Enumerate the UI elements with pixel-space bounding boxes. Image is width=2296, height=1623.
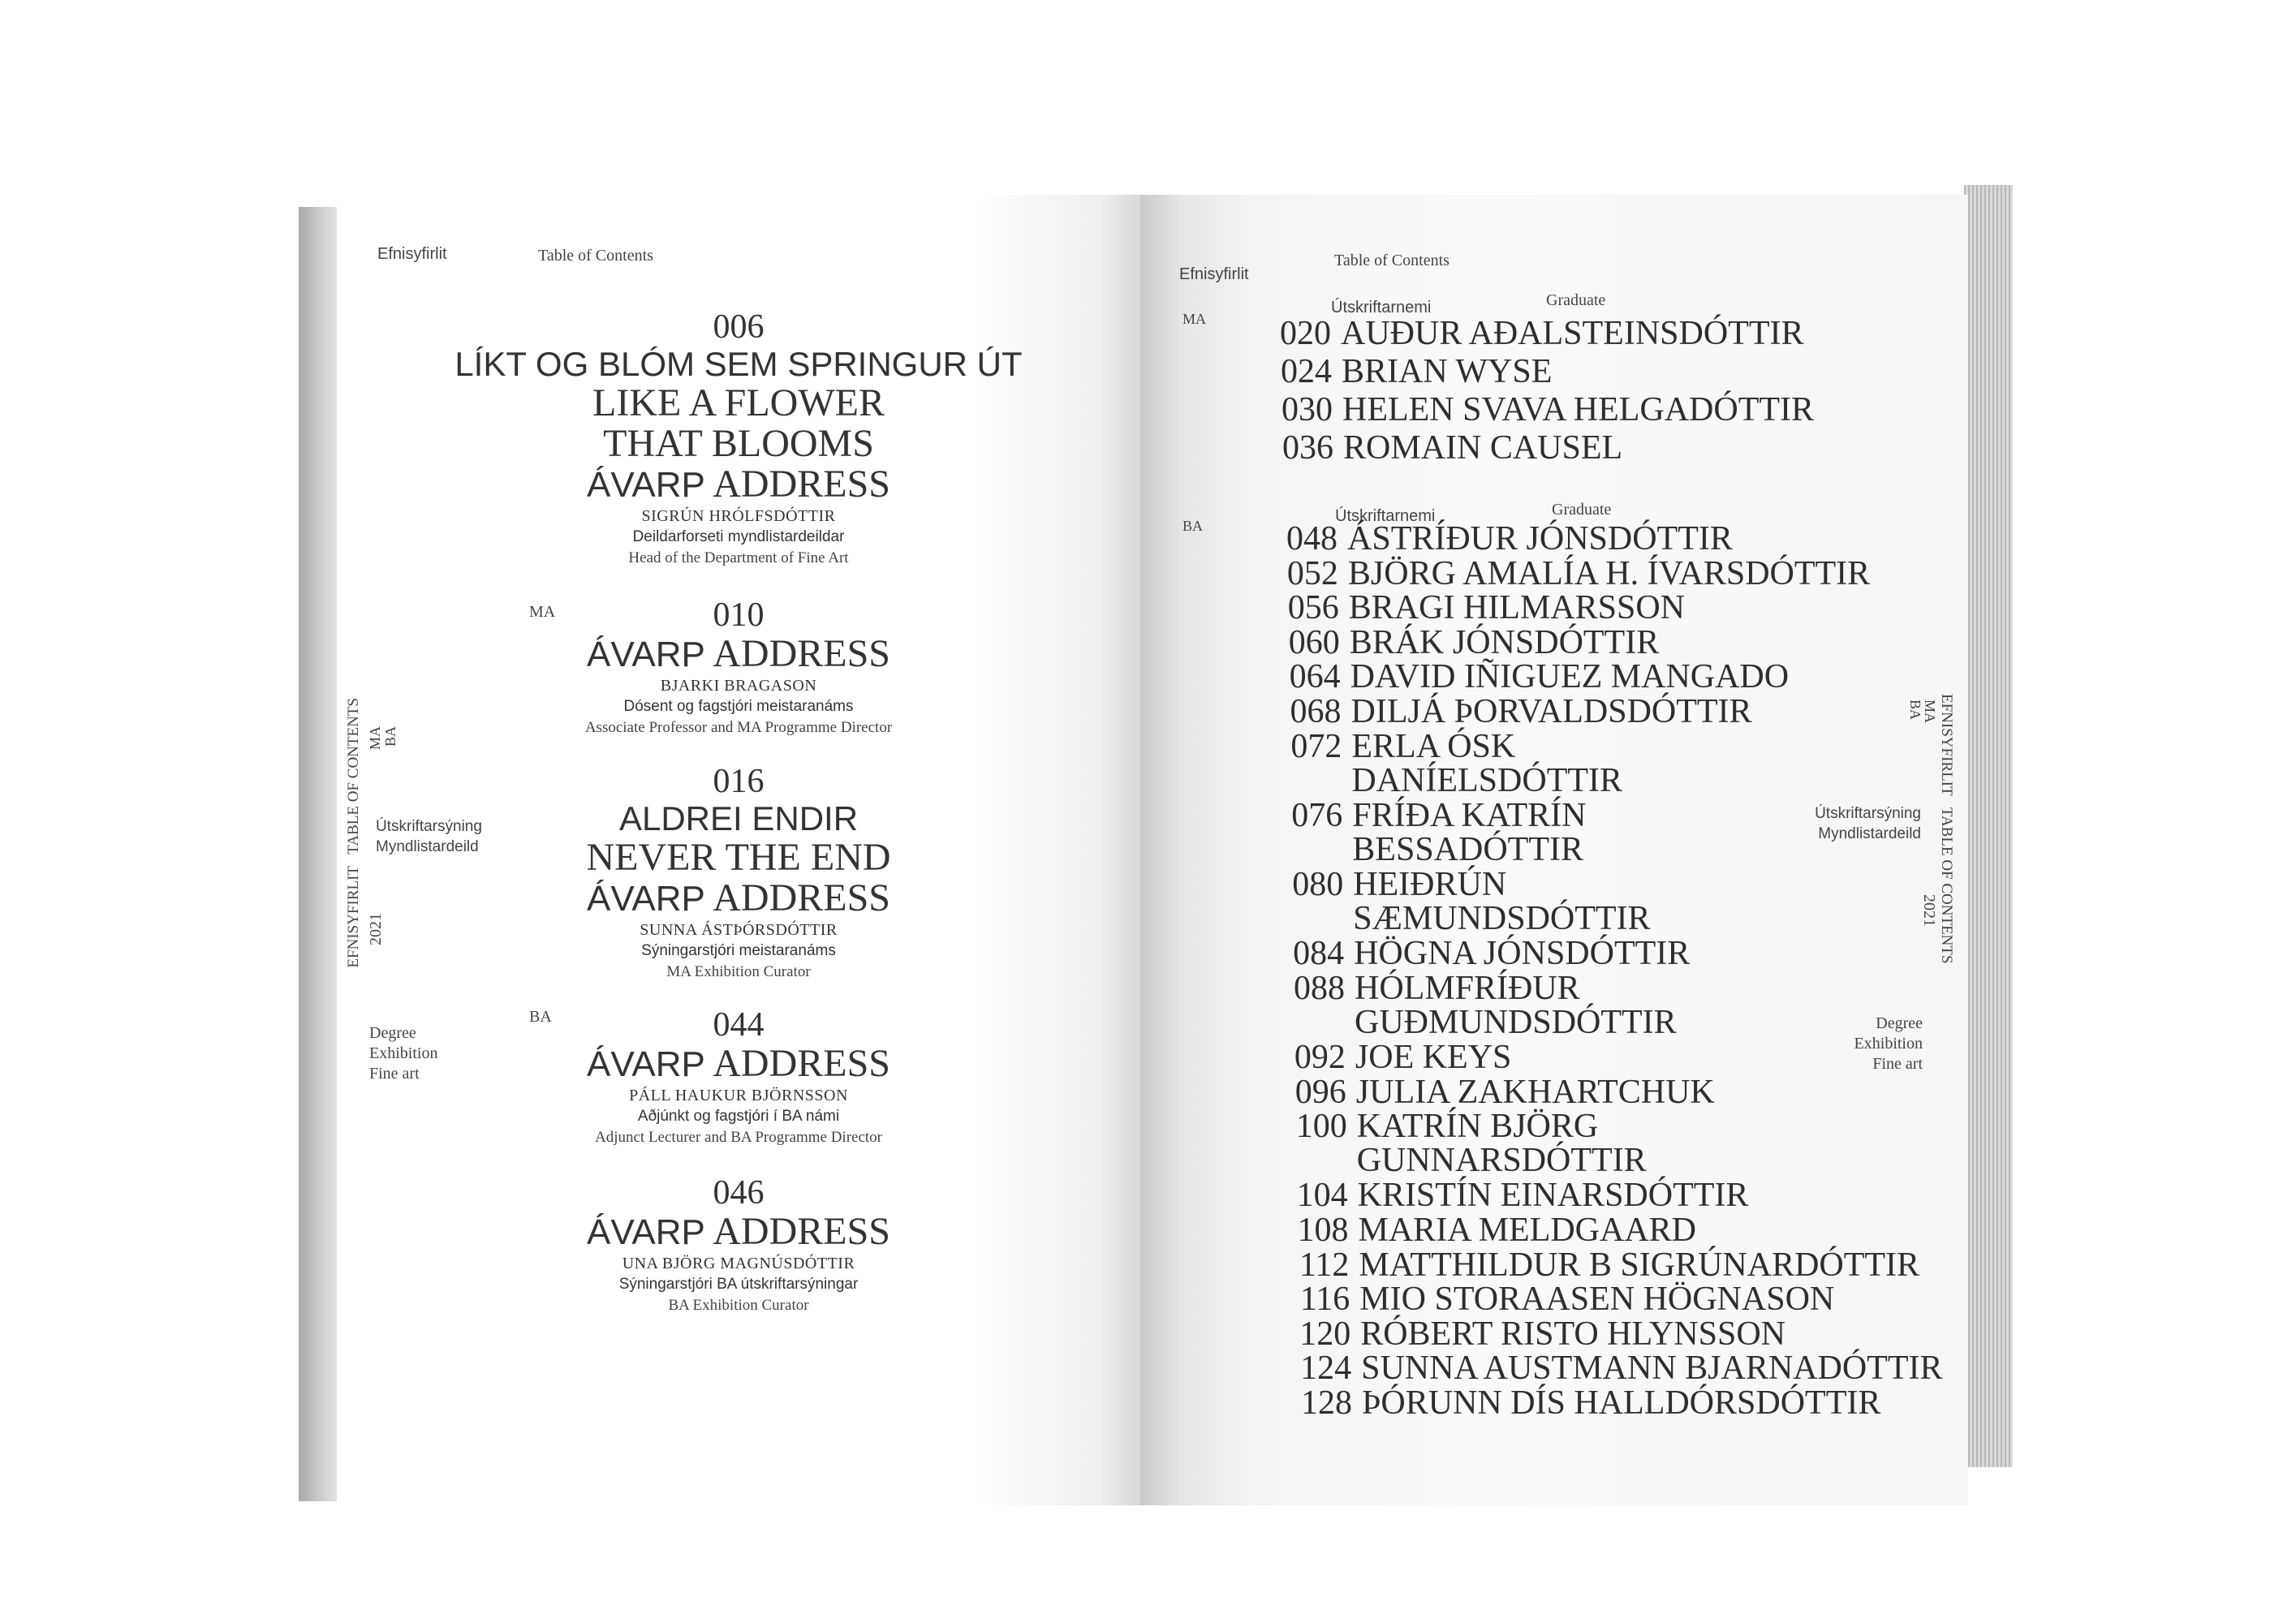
graduate-entry — [1268, 971, 1677, 1040]
label-en: ADDRESS — [713, 463, 890, 506]
ba-col-header-en: Graduate — [1552, 501, 1612, 519]
graduate-name: ROMAIN CAUSEL — [1343, 429, 1623, 467]
entry-title-en: NEVER THE END — [586, 836, 891, 879]
graduate-entry — [1273, 1317, 1786, 1351]
graduate-entry — [1262, 591, 1685, 625]
left-vertical-ma: MA — [367, 726, 383, 751]
toc-entry-010 — [337, 596, 1140, 738]
entry-title-is: ALDREI ENDIR — [618, 799, 859, 837]
entry-page-number: 006 — [713, 308, 765, 346]
entry-name: BJARKI BRAGASON — [660, 677, 817, 695]
right-header-is: Efnisyfirlit — [1179, 265, 1249, 283]
graduate-entry — [1265, 796, 1587, 868]
right-degree-3: Fine art — [1872, 1055, 1923, 1073]
graduate-page-number: 056 — [1287, 589, 1339, 627]
graduate-page-number: 072 — [1290, 727, 1342, 765]
graduate-name-continued: DANÍELSDÓTTIR — [1351, 761, 1623, 799]
graduate-name: MIO STORAASEN HÖGNASON — [1359, 1281, 1835, 1319]
left-vertical-ba: BA — [382, 726, 398, 747]
graduate-page-number: 052 — [1286, 554, 1338, 592]
vertical-toc: TABLE OF CONTENTS — [345, 698, 362, 855]
toc-entry-046 — [337, 1174, 1140, 1316]
graduate-page-number: 060 — [1288, 623, 1340, 661]
graduate-entry — [1267, 936, 1690, 971]
toc-entry-006 — [337, 308, 1140, 569]
right-vertical-title — [1937, 694, 1955, 964]
entry-page-number: 046 — [713, 1174, 765, 1212]
label-en: ADDRESS — [713, 1210, 890, 1253]
graduate-entry — [1264, 660, 1790, 694]
graduate-name: SUNNA AUSTMANN BJARNADÓTTIR — [1361, 1350, 1943, 1388]
right-vertical-ba: BA — [1907, 700, 1923, 721]
graduate-page-number: 128 — [1301, 1384, 1352, 1422]
vertical-efnisyfirlit: EFNISYFIRLIT — [345, 865, 362, 968]
graduate-page-number: 112 — [1299, 1246, 1350, 1284]
graduate-entry — [1275, 1386, 1880, 1420]
ma-col-header-is: Útskriftarnemi — [1331, 299, 1432, 316]
graduate-name: BJÖRG AMALÍA H. ÍVARSDÓTTIR — [1347, 554, 1871, 592]
left-header-is: Efnisyfirlit — [377, 245, 447, 263]
right-vertical-year: 2021 — [1920, 894, 1938, 927]
left-exhibition-is-1: Útskriftarsýning — [376, 818, 482, 835]
label-is: ÁVARP — [587, 465, 705, 505]
graduate-entry — [1274, 1350, 1943, 1388]
entry-role-is: Dósent og fagstjóri meistaranáms — [623, 698, 854, 715]
left-exhibition-is-2: Myndlistardeild — [376, 838, 479, 855]
graduate-page-number: 036 — [1282, 429, 1333, 467]
graduate-name: JOE KEYS — [1355, 1039, 1512, 1076]
graduate-entry — [1264, 695, 1752, 729]
graduate-entry — [1254, 316, 1804, 351]
entry-page-number: 016 — [713, 763, 765, 800]
graduate-name: BRÁK JÓNSDÓTTIR — [1349, 623, 1660, 661]
graduate-entry — [1272, 1248, 1919, 1282]
left-page-edge — [299, 207, 339, 1501]
vertical-toc: TABLE OF CONTENTS — [1938, 807, 1955, 964]
graduate-entry — [1255, 355, 1552, 389]
graduate-page-number: 076 — [1291, 796, 1343, 834]
label-is: ÁVARP — [587, 1212, 705, 1252]
graduate-page-number: 064 — [1289, 658, 1341, 696]
left-label-ma: MA — [529, 603, 556, 621]
graduate-name: BRAGI HILMARSSON — [1348, 589, 1686, 627]
graduate-name: HÖGNA JÓNSDÓTTIR — [1354, 935, 1691, 973]
toc-entry-044 — [337, 1006, 1140, 1148]
graduate-entry — [1260, 522, 1733, 556]
right-page-edges — [1964, 185, 2013, 1467]
graduate-page-number: 084 — [1293, 935, 1345, 973]
entry-label — [337, 878, 1140, 919]
right-degree-1: Degree — [1876, 1014, 1923, 1032]
right-label-ba: BA — [1182, 518, 1204, 534]
graduate-page-number: 068 — [1290, 693, 1342, 730]
graduate-page-number: 096 — [1294, 1073, 1346, 1111]
right-label-ma: MA — [1182, 311, 1207, 327]
right-exhibition-is-2: Myndlistardeild — [1818, 825, 1921, 842]
entry-name: PÁLL HAUKUR BJÖRNSSON — [629, 1087, 848, 1104]
label-is: ÁVARP — [587, 635, 705, 674]
graduate-page-number: 048 — [1286, 520, 1338, 558]
left-page — [337, 195, 1140, 1505]
entry-label — [337, 464, 1140, 506]
graduate-name: RÓBERT RISTO HLYNSSON — [1360, 1315, 1786, 1353]
graduate-page-number: 088 — [1294, 969, 1345, 1007]
entry-name: SUNNA ÁSTÞÓRSDÓTTIR — [640, 921, 838, 939]
graduate-name: HEIÐRÚN — [1353, 866, 1507, 903]
graduate-page-number: 116 — [1299, 1281, 1350, 1319]
graduate-entry — [1269, 1040, 1512, 1074]
graduate-name-continued: BESSADÓTTIR — [1352, 830, 1583, 868]
graduate-name: MARIA MELDGAARD — [1358, 1212, 1697, 1249]
graduate-page-number: 030 — [1282, 391, 1333, 428]
graduate-page-number: 104 — [1296, 1177, 1348, 1215]
left-header-en: Table of Contents — [538, 247, 653, 265]
graduate-entry — [1263, 623, 1660, 661]
graduate-name: BRIAN WYSE — [1342, 353, 1553, 390]
label-en: ADDRESS — [713, 876, 890, 919]
graduate-name: KATRÍN BJÖRG — [1356, 1108, 1599, 1146]
toc-entry-016 — [337, 763, 1140, 983]
graduate-name: ÁSTRÍÐUR JÓNSDÓTTIR — [1347, 520, 1733, 558]
right-vertical-ma: MA — [1922, 700, 1938, 724]
graduate-entry — [1256, 393, 1814, 427]
graduate-name: DAVID IÑIGUEZ MANGADO — [1350, 658, 1790, 696]
graduate-name: JULIA ZAKHARTCHUK — [1355, 1073, 1715, 1111]
graduate-name: ÞÓRUNN DÍS HALLDÓRSDÓTTIR — [1362, 1384, 1881, 1422]
label-en: ADDRESS — [713, 632, 890, 675]
graduate-entry — [1261, 554, 1871, 592]
left-degree-1: Degree — [369, 1024, 416, 1042]
entry-role-is: Aðjúnkt og fagstjóri í BA námi — [637, 1108, 840, 1125]
graduate-entry — [1256, 431, 1622, 465]
entry-role-is: Deildarforseti myndlistardeildar — [632, 528, 845, 545]
graduate-page-number: 024 — [1281, 353, 1332, 390]
graduate-name-continued: SÆMUNDSDÓTTIR — [1353, 900, 1651, 937]
graduate-entry — [1264, 727, 1623, 799]
graduate-name: AUÐUR AÐALSTEINSDÓTTIR — [1341, 315, 1804, 352]
entry-title-en-1: LIKE A FLOWER — [592, 381, 885, 424]
entry-role-en: Associate Professor and MA Programme Director — [584, 719, 893, 736]
graduate-page-number: 120 — [1299, 1315, 1351, 1353]
label-is: ÁVARP — [587, 1044, 705, 1084]
ba-col-header-is: Útskriftarnemi — [1335, 507, 1436, 525]
graduate-name: MATTHILDUR B SIGRÚNARDÓTTIR — [1359, 1246, 1920, 1284]
graduate-name: ERLA ÓSK — [1351, 727, 1516, 765]
graduate-entry — [1271, 1177, 1749, 1215]
graduate-page-number: 092 — [1294, 1039, 1346, 1076]
entry-title-is: LÍKT OG BLÓM SEM SPRINGUR ÚT — [454, 345, 1023, 383]
graduate-page-number: 100 — [1295, 1108, 1347, 1146]
entry-role-en: Head of the Department of Fine Art — [628, 549, 849, 566]
graduate-entry — [1273, 1281, 1835, 1319]
graduate-page-number: 020 — [1280, 315, 1331, 352]
graduate-name-continued: GUÐMUNDSDÓTTIR — [1355, 1003, 1677, 1041]
entry-label — [337, 1044, 1140, 1085]
graduate-page-number: 080 — [1292, 866, 1344, 903]
graduate-entry — [1266, 867, 1650, 936]
graduate-entry — [1270, 1108, 1647, 1180]
left-vertical-year: 2021 — [367, 913, 385, 945]
entry-role-is: Sýningarstjóri BA útskriftarsýningar — [618, 1276, 859, 1293]
graduate-name-continued: GUNNARSDÓTTIR — [1356, 1142, 1647, 1180]
left-degree-2: Exhibition — [369, 1044, 438, 1062]
entry-role-is: Sýningarstjóri meistaranáms — [641, 942, 836, 959]
entry-label — [337, 1212, 1140, 1253]
graduate-name: FRÍÐA KATRÍN — [1352, 796, 1587, 834]
right-exhibition-is-1: Útskriftarsýning — [1815, 805, 1921, 822]
entry-role-en: BA Exhibition Curator — [668, 1297, 809, 1314]
right-degree-2: Exhibition — [1854, 1035, 1923, 1053]
graduate-entry — [1272, 1213, 1697, 1247]
vertical-efnisyfirlit: EFNISYFIRLIT — [1938, 694, 1955, 796]
graduate-entry — [1269, 1075, 1715, 1109]
ma-col-header-en: Graduate — [1546, 291, 1606, 309]
graduate-page-number: 124 — [1300, 1350, 1352, 1388]
right-header-en: Table of Contents — [1334, 252, 1450, 269]
entry-label — [337, 634, 1140, 675]
entry-name: SIGRÚN HRÓLFSDÓTTIR — [641, 507, 836, 525]
graduate-name: KRISTÍN EINARSDÓTTIR — [1357, 1177, 1749, 1215]
label-en: ADDRESS — [713, 1042, 890, 1085]
entry-role-en: MA Exhibition Curator — [666, 963, 811, 980]
entry-page-number: 044 — [713, 1006, 765, 1044]
graduate-page-number: 108 — [1297, 1212, 1349, 1249]
graduate-name: DILJÁ ÞORVALDSDÓTTIR — [1350, 693, 1752, 730]
right-page — [1140, 195, 1968, 1505]
entry-name: UNA BJÖRG MAGNÚSDÓTTIR — [622, 1255, 855, 1272]
entry-role-en: Adjunct Lecturer and BA Programme Director — [594, 1129, 883, 1146]
entry-page-number: 010 — [713, 596, 765, 634]
left-degree-3: Fine art — [369, 1065, 420, 1083]
graduate-name: HELEN SVAVA HELGADÓTTIR — [1342, 391, 1815, 428]
graduate-name: HÓLMFRÍÐUR — [1355, 969, 1580, 1007]
label-is: ÁVARP — [587, 879, 705, 919]
entry-title-en-2: THAT BLOOMS — [603, 422, 874, 465]
left-label-ba: BA — [529, 1008, 552, 1026]
